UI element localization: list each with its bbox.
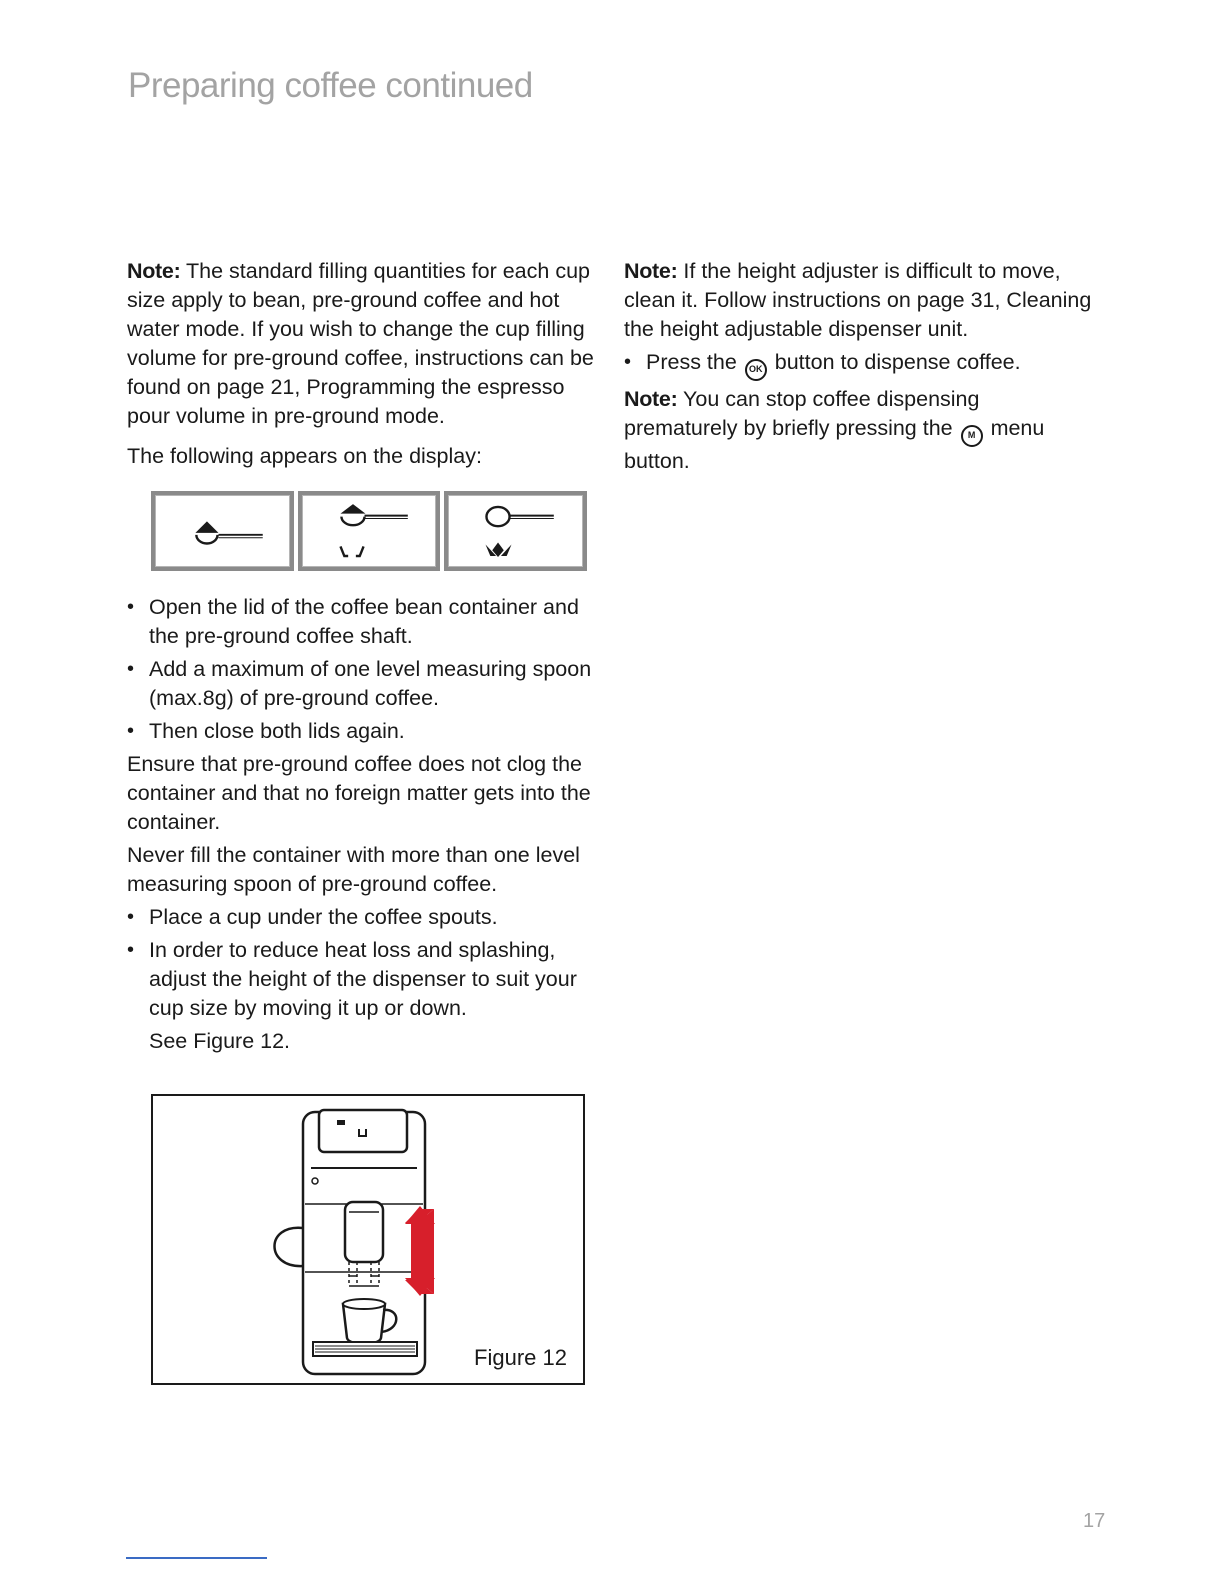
note-label: Note: [624, 259, 678, 283]
note-text: If the height adjuster is difficult to move, clean it. Follow instructions on page 31, Cleaning the height adjustable dispenser unit. [624, 259, 1092, 341]
note-height-adjuster [624, 257, 1094, 344]
list-item [624, 348, 1094, 381]
bullet-list-dispense [624, 348, 1094, 381]
list-item-text: In order to reduce heat loss and splashing, adjust the height of the dispenser to suit your cup size by moving it up or down. [149, 938, 577, 1020]
list-item: • Open the lid of the coffee bean container and the pre-ground coffee shaft. [127, 593, 597, 651]
paragraph-clog-warning: Ensure that pre-ground coffee does not clog the container and that no foreign matter gets into the container. [127, 752, 591, 834]
display-cell-2 [298, 491, 441, 571]
list-item: • Then close both lids again. [127, 717, 597, 746]
bullet-list-lids [127, 593, 597, 746]
display-cell-1 [151, 491, 294, 571]
figure-12 [151, 1094, 585, 1385]
note-text: menu button. [624, 416, 1045, 473]
paragraph-fill-limit: Never fill the container with more than one level measuring spoon of pre-ground coffee. [127, 843, 580, 896]
ok-button-icon: OK [745, 359, 767, 381]
list-item-text: button to dispense coffee. [768, 350, 1021, 374]
list-item-text: Press the [646, 350, 743, 374]
display-panel [151, 491, 587, 571]
left-column [127, 257, 597, 1060]
display-intro: The following appears on the display: [127, 444, 482, 468]
note-text: You can stop coffee dispensing prematurely by briefly pressing the [624, 387, 980, 440]
figure-reference: See Figure 12. [149, 1029, 291, 1053]
page-title: Preparing coffee continued [128, 66, 533, 105]
list-item: • Add a maximum of one level measuring spoon (max.8g) of pre-ground coffee. [127, 655, 597, 713]
note-label: Note: [127, 259, 181, 283]
list-item [127, 936, 597, 1056]
spoon-icon-strength-high [448, 495, 583, 567]
display-cell-3 [444, 491, 587, 571]
coffee-machine-illustration [153, 1096, 583, 1383]
spoon-icon-single [155, 495, 290, 567]
footer-rule [126, 1557, 267, 1559]
note-text: The standard filling quantities for each cup size apply to bean, pre-ground coffee and hot water mode. If you wish to change the cup filling volume for pre-ground coffee, instructions can be found on page 21, Programming the espresso pour volume in pre-ground mode. [127, 259, 594, 428]
spoon-icon-strength-low [302, 495, 437, 567]
figure-caption: Figure 12 [474, 1345, 567, 1370]
page-number: 17 [1083, 1510, 1106, 1532]
note-stop-dispensing [624, 385, 1094, 476]
note-label: Note: [624, 387, 678, 411]
right-column [624, 257, 1094, 487]
note-standard-filling [127, 257, 597, 431]
bullet-list-cup [127, 903, 597, 1056]
menu-button-icon: M [961, 425, 983, 447]
list-item: • Place a cup under the coffee spouts. [127, 903, 597, 932]
